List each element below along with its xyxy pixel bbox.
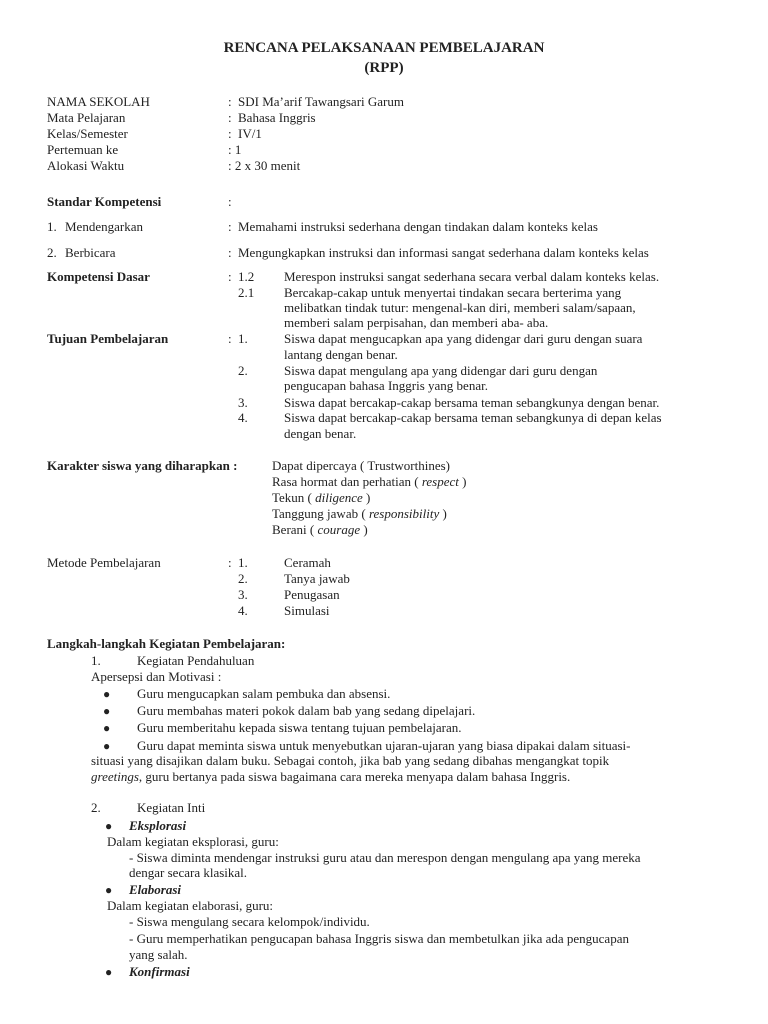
karakter-term: diligence <box>315 490 363 505</box>
karakter-text: Berani ( <box>272 522 318 537</box>
metode-text: Ceramah <box>284 555 331 570</box>
identity-label: Kelas/Semester <box>47 126 128 141</box>
kompetensi-sep: : <box>228 269 232 284</box>
tujuan-num: 1. <box>238 331 248 346</box>
kompetensi-text: memberi salam perpisahan, dan memberi aba- aba. <box>284 315 549 330</box>
bullet-icon: ● <box>105 965 113 979</box>
page-subtitle: (RPP) <box>364 60 404 76</box>
bullet-icon: ● <box>103 739 111 753</box>
bullet-icon: ● <box>103 687 111 701</box>
metode-label: Metode Pembelajaran <box>47 555 161 570</box>
identity-label: Alokasi Waktu <box>47 158 125 173</box>
tujuan-label: Tujuan Pembelajaran <box>47 331 169 346</box>
metode-num: 4. <box>238 603 248 618</box>
karakter-term: courage <box>317 522 361 537</box>
langkah-heading: Langkah-langkah Kegiatan Pembelajaran: <box>47 636 286 651</box>
karakter-term: responsibility <box>368 506 440 521</box>
inti-title: Kegiatan Inti <box>137 800 206 815</box>
eksplorasi-line: dengar secara klasikal. <box>129 865 248 880</box>
tujuan-text: Siswa dapat mengulang apa yang didengar dari guru dengan <box>284 363 598 378</box>
karakter-item <box>272 522 368 538</box>
identity-sep: : <box>228 126 232 141</box>
standar-label: Standar Kompetensi <box>47 194 162 209</box>
standar-text: Memahami instruksi sederhana dengan tindakan dalam konteks kelas <box>238 219 598 234</box>
pendahuluan-text-rest: , guru bertanya pada siswa bagaimana cara mereka menyapa dalam bahasa Inggris. <box>138 769 571 784</box>
bullet-icon: ● <box>105 819 113 833</box>
metode-sep: : <box>228 555 232 570</box>
kompetensi-label: Kompetensi Dasar <box>47 269 150 284</box>
inti-num: 2. <box>91 800 101 815</box>
pendahuluan-text: situasi yang disajikan dalam buku. Sebagai contoh, jika bab yang sedang dibahas mengangkat topik <box>91 753 610 768</box>
identity-value: SDI Ma’arif Tawangsari Garum <box>238 94 404 109</box>
elaborasi-head: Elaborasi <box>129 882 182 897</box>
tujuan-text: Siswa dapat mengucapkan apa yang didengar dari guru dengan suara <box>284 331 643 346</box>
pendahuluan-num: 1. <box>91 653 101 668</box>
standar-num: 2. <box>47 245 57 260</box>
karakter-item <box>272 490 370 506</box>
karakter-item <box>272 474 466 490</box>
pendahuluan-bullet: Guru dapat meminta siswa untuk menyebutkan ujaran-ujaran yang biasa dipakai dalam situasi- <box>137 738 631 753</box>
elaborasi-intro: Dalam kegiatan elaborasi, guru: <box>107 898 274 913</box>
kompetensi-num: 2.1 <box>238 285 255 300</box>
elaborasi-line: - Guru memperhatikan pengucapan bahasa Inggris siswa dan membetulkan jika ada pengucapan <box>129 931 629 946</box>
identity-sep: : 1 <box>228 142 242 157</box>
metode-num: 3. <box>238 587 248 602</box>
bullet-icon: ● <box>103 704 111 718</box>
metode-num: 1. <box>238 555 248 570</box>
elaborasi-line: - Siswa mengulang secara kelompok/individu. <box>129 914 370 929</box>
tujuan-text: Siswa dapat bercakap-cakap bersama teman sebangkunya dengan benar. <box>284 395 660 410</box>
identity-sep: : <box>228 94 232 109</box>
standar-sep: : <box>228 194 232 209</box>
page-title: RENCANA PELAKSANAAN PEMBELAJARAN <box>223 40 545 56</box>
pendahuluan-bullet: Guru memberitahu kepada siswa tentang tujuan pembelajaran. <box>137 720 462 735</box>
metode-text: Tanya jawab <box>284 571 350 586</box>
metode-num: 2. <box>238 571 248 586</box>
karakter-item <box>272 458 450 474</box>
identity-label: NAMA SEKOLAH <box>47 94 150 109</box>
eksplorasi-intro: Dalam kegiatan eksplorasi, guru: <box>107 834 279 849</box>
karakter-text: Dapat dipercaya ( Trustworthines) <box>272 458 450 473</box>
bullet-icon: ● <box>105 883 113 897</box>
standar-name: Berbicara <box>65 245 116 260</box>
kompetensi-text: melibatkan tindak tutur: mengenal-kan diri, memberi salam/sapaan, <box>284 300 636 315</box>
tujuan-sep: : <box>228 331 232 346</box>
karakter-label: Karakter siswa yang diharapkan : <box>47 458 238 473</box>
identity-label: Mata Pelajaran <box>47 110 126 125</box>
karakter-text: ) <box>360 522 368 537</box>
karakter-text: Rasa hormat dan perhatian ( <box>272 474 422 489</box>
eksplorasi-line: - Siswa diminta mendengar instruksi guru atau dan merespon dengan mengulang apa yang mereka <box>129 850 641 865</box>
tujuan-num: 3. <box>238 395 248 410</box>
pendahuluan-sub: Apersepsi dan Motivasi : <box>91 669 222 684</box>
identity-sep: : <box>228 110 232 125</box>
karakter-text: Tekun ( <box>272 490 316 505</box>
tujuan-text: pengucapan bahasa Inggris yang benar. <box>284 378 488 393</box>
karakter-text: ) <box>439 506 447 521</box>
standar-text: Mengungkapkan instruksi dan informasi sangat sederhana dalam konteks kelas <box>238 245 649 260</box>
standar-num: 1. <box>47 219 57 234</box>
greetings-term: greetings <box>91 769 139 784</box>
pendahuluan-bullet: Guru membahas materi pokok dalam bab yang sedang dipelajari. <box>137 703 476 718</box>
tujuan-text: lantang dengan benar. <box>284 347 398 362</box>
pendahuluan-text <box>91 769 570 785</box>
kompetensi-text: Bercakap-cakap untuk menyertai tindakan secara berterima yang <box>284 285 622 300</box>
karakter-text: Tanggung jawab ( <box>272 506 369 521</box>
karakter-text: ) <box>458 474 467 489</box>
identity-sep: : 2 x 30 menit <box>228 158 301 173</box>
tujuan-text: Siswa dapat bercakap-cakap bersama teman sebangkunya di depan kelas <box>284 410 662 425</box>
karakter-text: ) <box>362 490 371 505</box>
bullet-icon: ● <box>103 721 111 735</box>
tujuan-text: dengan benar. <box>284 426 357 441</box>
tujuan-num: 4. <box>238 410 248 425</box>
identity-label: Pertemuan ke <box>47 142 119 157</box>
kompetensi-num: 1.2 <box>238 269 255 284</box>
eksplorasi-head: Eksplorasi <box>129 818 187 833</box>
metode-text: Simulasi <box>284 603 330 618</box>
standar-sep: : <box>228 245 232 260</box>
karakter-item <box>272 506 447 522</box>
elaborasi-line: yang salah. <box>129 947 188 962</box>
tujuan-num: 2. <box>238 363 248 378</box>
kompetensi-text: Merespon instruksi sangat sederhana secara verbal dalam konteks kelas. <box>284 269 660 284</box>
pendahuluan-title: Kegiatan Pendahuluan <box>137 653 255 668</box>
metode-text: Penugasan <box>284 587 340 602</box>
standar-name: Mendengarkan <box>65 219 143 234</box>
identity-value: Bahasa Inggris <box>238 110 316 125</box>
konfirmasi-head: Konfirmasi <box>129 964 190 979</box>
identity-value: IV/1 <box>238 126 262 141</box>
standar-sep: : <box>228 219 232 234</box>
karakter-term: respect <box>421 474 459 489</box>
pendahuluan-bullet: Guru mengucapkan salam pembuka dan absensi. <box>137 686 391 701</box>
